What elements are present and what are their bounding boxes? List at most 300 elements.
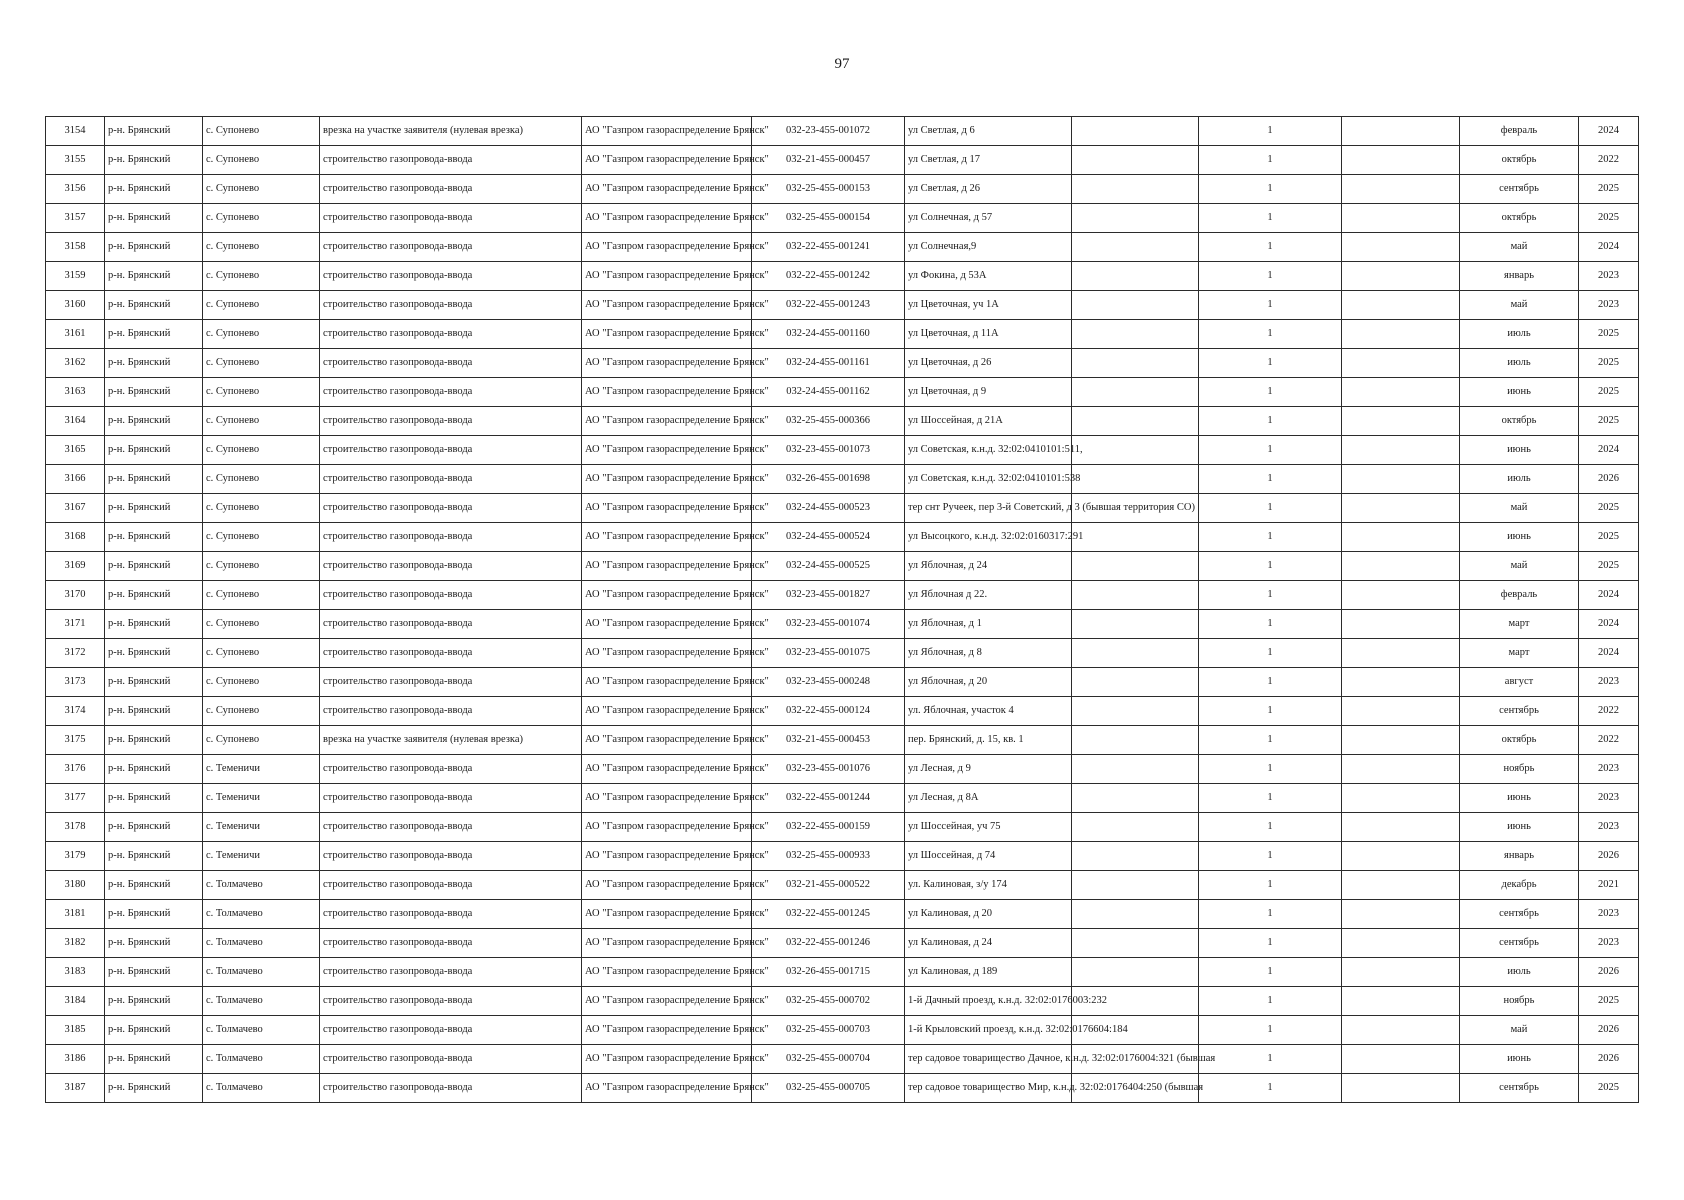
table-row (46, 871, 1639, 900)
object-code-cell: 032-24-455-000524 (752, 523, 905, 552)
empty-cell (1342, 523, 1460, 552)
settlement-cell: с. Супонево (203, 639, 320, 668)
district-cell: р-н. Брянский (105, 581, 203, 610)
month-cell: май (1460, 1016, 1579, 1045)
table-row (46, 987, 1639, 1016)
address-cell: ул Яблочная, д 24 (905, 552, 1072, 581)
district-cell: р-н. Брянский (105, 465, 203, 494)
settlement-cell: с. Теменичи (203, 784, 320, 813)
month-cell: июнь (1460, 1045, 1579, 1074)
row-number-cell: 3161 (46, 320, 105, 349)
gas-connection-register-table (45, 116, 1639, 1103)
month-cell: июль (1460, 320, 1579, 349)
address-cell: ул Цветочная, д 11А (905, 320, 1072, 349)
district-cell: р-н. Брянский (105, 349, 203, 378)
work-type-cell: строительство газопровода-ввода (320, 378, 582, 407)
table-row (46, 204, 1639, 233)
empty-cell (1342, 668, 1460, 697)
empty-cell (1342, 581, 1460, 610)
row-number-cell: 3157 (46, 204, 105, 233)
organization-cell: АО "Газпром газораспределение Брянск" (582, 639, 752, 668)
object-code-cell: 032-25-455-000154 (752, 204, 905, 233)
settlement-cell: с. Супонево (203, 581, 320, 610)
empty-cell (1072, 726, 1199, 755)
quantity-cell: 1 (1199, 958, 1342, 987)
work-type-cell: строительство газопровода-ввода (320, 987, 582, 1016)
empty-cell (1342, 755, 1460, 784)
empty-cell (1342, 233, 1460, 262)
work-type-cell: строительство газопровода-ввода (320, 581, 582, 610)
month-cell: май (1460, 291, 1579, 320)
organization-cell: АО "Газпром газораспределение Брянск" (582, 929, 752, 958)
month-cell: сентябрь (1460, 1074, 1579, 1103)
table-body (46, 117, 1639, 1103)
object-code-cell: 032-24-455-001160 (752, 320, 905, 349)
table-row (46, 697, 1639, 726)
empty-cell (1072, 233, 1199, 262)
address-cell: ул Лесная, д 8А (905, 784, 1072, 813)
empty-cell (1342, 842, 1460, 871)
table-row (46, 465, 1639, 494)
object-code-cell: 032-21-455-000457 (752, 146, 905, 175)
empty-cell (1342, 610, 1460, 639)
work-type-cell: строительство газопровода-ввода (320, 407, 582, 436)
row-number-cell: 3178 (46, 813, 105, 842)
empty-cell (1072, 784, 1199, 813)
empty-cell (1342, 813, 1460, 842)
table-row (46, 262, 1639, 291)
district-cell: р-н. Брянский (105, 436, 203, 465)
year-cell: 2022 (1579, 146, 1639, 175)
district-cell: р-н. Брянский (105, 523, 203, 552)
empty-cell (1072, 175, 1199, 204)
work-type-cell: строительство газопровода-ввода (320, 639, 582, 668)
object-code-cell: 032-24-455-001162 (752, 378, 905, 407)
row-number-cell: 3173 (46, 668, 105, 697)
quantity-cell: 1 (1199, 204, 1342, 233)
row-number-cell: 3155 (46, 146, 105, 175)
object-code-cell: 032-24-455-001161 (752, 349, 905, 378)
month-cell: июль (1460, 349, 1579, 378)
district-cell: р-н. Брянский (105, 842, 203, 871)
empty-cell (1072, 407, 1199, 436)
empty-cell (1072, 697, 1199, 726)
empty-cell (1072, 204, 1199, 233)
empty-cell (1072, 958, 1199, 987)
empty-cell (1072, 523, 1199, 552)
work-type-cell: строительство газопровода-ввода (320, 610, 582, 639)
settlement-cell: с. Супонево (203, 233, 320, 262)
quantity-cell: 1 (1199, 784, 1342, 813)
settlement-cell: с. Супонево (203, 552, 320, 581)
quantity-cell: 1 (1199, 610, 1342, 639)
month-cell: июль (1460, 958, 1579, 987)
district-cell: р-н. Брянский (105, 291, 203, 320)
settlement-cell: с. Супонево (203, 320, 320, 349)
work-type-cell: строительство газопровода-ввода (320, 320, 582, 349)
row-number-cell: 3168 (46, 523, 105, 552)
settlement-cell: с. Толмачево (203, 958, 320, 987)
work-type-cell: строительство газопровода-ввода (320, 175, 582, 204)
work-type-cell: строительство газопровода-ввода (320, 1045, 582, 1074)
settlement-cell: с. Супонево (203, 291, 320, 320)
empty-cell (1072, 349, 1199, 378)
district-cell: р-н. Брянский (105, 378, 203, 407)
year-cell: 2024 (1579, 233, 1639, 262)
organization-cell: АО "Газпром газораспределение Брянск" (582, 349, 752, 378)
settlement-cell: с. Теменичи (203, 842, 320, 871)
month-cell: октябрь (1460, 726, 1579, 755)
empty-cell (1342, 378, 1460, 407)
empty-cell (1342, 726, 1460, 755)
quantity-cell: 1 (1199, 813, 1342, 842)
table-row (46, 552, 1639, 581)
month-cell: март (1460, 610, 1579, 639)
organization-cell: АО "Газпром газораспределение Брянск" (582, 842, 752, 871)
organization-cell: АО "Газпром газораспределение Брянск" (582, 436, 752, 465)
row-number-cell: 3167 (46, 494, 105, 523)
empty-cell (1072, 813, 1199, 842)
row-number-cell: 3172 (46, 639, 105, 668)
work-type-cell: строительство газопровода-ввода (320, 871, 582, 900)
year-cell: 2023 (1579, 755, 1639, 784)
district-cell: р-н. Брянский (105, 1016, 203, 1045)
address-cell: ул Светлая, д 6 (905, 117, 1072, 146)
month-cell: сентябрь (1460, 697, 1579, 726)
table-row (46, 726, 1639, 755)
table-row (46, 378, 1639, 407)
organization-cell: АО "Газпром газораспределение Брянск" (582, 320, 752, 349)
work-type-cell: строительство газопровода-ввода (320, 929, 582, 958)
settlement-cell: с. Супонево (203, 697, 320, 726)
year-cell: 2023 (1579, 262, 1639, 291)
month-cell: сентябрь (1460, 929, 1579, 958)
address-cell: ул Высоцкого, к.н.д. 32:02:0160317:291 (905, 523, 1072, 552)
table-row (46, 1074, 1639, 1103)
quantity-cell: 1 (1199, 175, 1342, 204)
work-type-cell: строительство газопровода-ввода (320, 784, 582, 813)
quantity-cell: 1 (1199, 726, 1342, 755)
work-type-cell: строительство газопровода-ввода (320, 494, 582, 523)
object-code-cell: 032-22-455-001246 (752, 929, 905, 958)
work-type-cell: строительство газопровода-ввода (320, 958, 582, 987)
row-number-cell: 3185 (46, 1016, 105, 1045)
organization-cell: АО "Газпром газораспределение Брянск" (582, 610, 752, 639)
object-code-cell: 032-26-455-001715 (752, 958, 905, 987)
address-cell: ул Советская, к.н.д. 32:02:0410101:511, (905, 436, 1072, 465)
address-cell: ул Яблочная, д 20 (905, 668, 1072, 697)
district-cell: р-н. Брянский (105, 146, 203, 175)
year-cell: 2026 (1579, 1045, 1639, 1074)
month-cell: июнь (1460, 523, 1579, 552)
empty-cell (1072, 117, 1199, 146)
organization-cell: АО "Газпром газораспределение Брянск" (582, 581, 752, 610)
year-cell: 2025 (1579, 552, 1639, 581)
year-cell: 2024 (1579, 581, 1639, 610)
object-code-cell: 032-23-455-000248 (752, 668, 905, 697)
organization-cell: АО "Газпром газораспределение Брянск" (582, 233, 752, 262)
year-cell: 2025 (1579, 1074, 1639, 1103)
district-cell: р-н. Брянский (105, 320, 203, 349)
month-cell: январь (1460, 842, 1579, 871)
table-row (46, 784, 1639, 813)
address-cell: ул Яблочная, д 8 (905, 639, 1072, 668)
address-cell: ул Цветочная, д 26 (905, 349, 1072, 378)
settlement-cell: с. Толмачево (203, 987, 320, 1016)
row-number-cell: 3182 (46, 929, 105, 958)
address-cell: тер снт Ручеек, пер 3-й Советский, д 3 (бывшая территория СО) (905, 494, 1072, 523)
year-cell: 2024 (1579, 610, 1639, 639)
work-type-cell: строительство газопровода-ввода (320, 436, 582, 465)
table-row (46, 407, 1639, 436)
address-cell: ул. Калиновая, з/у 174 (905, 871, 1072, 900)
year-cell: 2022 (1579, 726, 1639, 755)
object-code-cell: 032-25-455-000702 (752, 987, 905, 1016)
organization-cell: АО "Газпром газораспределение Брянск" (582, 523, 752, 552)
organization-cell: АО "Газпром газораспределение Брянск" (582, 871, 752, 900)
year-cell: 2026 (1579, 465, 1639, 494)
empty-cell (1342, 407, 1460, 436)
year-cell: 2026 (1579, 1016, 1639, 1045)
row-number-cell: 3164 (46, 407, 105, 436)
row-number-cell: 3183 (46, 958, 105, 987)
month-cell: ноябрь (1460, 987, 1579, 1016)
quantity-cell: 1 (1199, 146, 1342, 175)
work-type-cell: врезка на участке заявителя (нулевая врезка) (320, 117, 582, 146)
address-cell: тер садовое товарищество Мир, к.н.д. 32:02:0176404:250 (бывшая (905, 1074, 1072, 1103)
organization-cell: АО "Газпром газораспределение Брянск" (582, 204, 752, 233)
year-cell: 2025 (1579, 987, 1639, 1016)
row-number-cell: 3163 (46, 378, 105, 407)
work-type-cell: врезка на участке заявителя (нулевая врезка) (320, 726, 582, 755)
district-cell: р-н. Брянский (105, 900, 203, 929)
object-code-cell: 032-26-455-001698 (752, 465, 905, 494)
empty-cell (1342, 262, 1460, 291)
work-type-cell: строительство газопровода-ввода (320, 233, 582, 262)
organization-cell: АО "Газпром газораспределение Брянск" (582, 262, 752, 291)
address-cell: ул Калиновая, д 189 (905, 958, 1072, 987)
row-number-cell: 3181 (46, 900, 105, 929)
district-cell: р-н. Брянский (105, 175, 203, 204)
work-type-cell: строительство газопровода-ввода (320, 349, 582, 378)
address-cell: ул Шоссейная, уч 75 (905, 813, 1072, 842)
organization-cell: АО "Газпром газораспределение Брянск" (582, 1074, 752, 1103)
quantity-cell: 1 (1199, 262, 1342, 291)
row-number-cell: 3170 (46, 581, 105, 610)
work-type-cell: строительство газопровода-ввода (320, 146, 582, 175)
organization-cell: АО "Газпром газораспределение Брянск" (582, 900, 752, 929)
settlement-cell: с. Супонево (203, 436, 320, 465)
empty-cell (1342, 958, 1460, 987)
settlement-cell: с. Толмачево (203, 929, 320, 958)
row-number-cell: 3169 (46, 552, 105, 581)
settlement-cell: с. Супонево (203, 117, 320, 146)
month-cell: август (1460, 668, 1579, 697)
table-row (46, 610, 1639, 639)
district-cell: р-н. Брянский (105, 871, 203, 900)
empty-cell (1072, 871, 1199, 900)
table-row (46, 523, 1639, 552)
organization-cell: АО "Газпром газораспределение Брянск" (582, 697, 752, 726)
empty-cell (1072, 929, 1199, 958)
empty-cell (1342, 900, 1460, 929)
empty-cell (1342, 320, 1460, 349)
organization-cell: АО "Газпром газораспределение Брянск" (582, 552, 752, 581)
object-code-cell: 032-22-455-001243 (752, 291, 905, 320)
quantity-cell: 1 (1199, 552, 1342, 581)
address-cell: ул Цветочная, д 9 (905, 378, 1072, 407)
quantity-cell: 1 (1199, 639, 1342, 668)
settlement-cell: с. Теменичи (203, 755, 320, 784)
organization-cell: АО "Газпром газораспределение Брянск" (582, 755, 752, 784)
month-cell: ноябрь (1460, 755, 1579, 784)
address-cell: ул Шоссейная, д 21А (905, 407, 1072, 436)
work-type-cell: строительство газопровода-ввода (320, 1016, 582, 1045)
address-cell: ул Светлая, д 17 (905, 146, 1072, 175)
table-row (46, 349, 1639, 378)
address-cell: ул Светлая, д 26 (905, 175, 1072, 204)
work-type-cell: строительство газопровода-ввода (320, 204, 582, 233)
empty-cell (1072, 146, 1199, 175)
empty-cell (1072, 842, 1199, 871)
district-cell: р-н. Брянский (105, 958, 203, 987)
address-cell: ул Калиновая, д 20 (905, 900, 1072, 929)
table-row (46, 175, 1639, 204)
quantity-cell: 1 (1199, 523, 1342, 552)
district-cell: р-н. Брянский (105, 494, 203, 523)
empty-cell (1342, 465, 1460, 494)
empty-cell (1072, 639, 1199, 668)
year-cell: 2023 (1579, 929, 1639, 958)
work-type-cell: строительство газопровода-ввода (320, 1074, 582, 1103)
empty-cell (1342, 871, 1460, 900)
empty-cell (1072, 668, 1199, 697)
object-code-cell: 032-22-455-001242 (752, 262, 905, 291)
month-cell: октябрь (1460, 204, 1579, 233)
quantity-cell: 1 (1199, 291, 1342, 320)
row-number-cell: 3174 (46, 697, 105, 726)
table-row (46, 842, 1639, 871)
district-cell: р-н. Брянский (105, 813, 203, 842)
object-code-cell: 032-23-455-001075 (752, 639, 905, 668)
year-cell: 2025 (1579, 204, 1639, 233)
month-cell: сентябрь (1460, 175, 1579, 204)
year-cell: 2023 (1579, 900, 1639, 929)
settlement-cell: с. Толмачево (203, 1016, 320, 1045)
empty-cell (1342, 175, 1460, 204)
district-cell: р-н. Брянский (105, 233, 203, 262)
empty-cell (1342, 204, 1460, 233)
row-number-cell: 3186 (46, 1045, 105, 1074)
year-cell: 2022 (1579, 697, 1639, 726)
object-code-cell: 032-25-455-000705 (752, 1074, 905, 1103)
empty-cell (1072, 291, 1199, 320)
object-code-cell: 032-23-455-001072 (752, 117, 905, 146)
table-row (46, 320, 1639, 349)
settlement-cell: с. Супонево (203, 378, 320, 407)
row-number-cell: 3162 (46, 349, 105, 378)
year-cell: 2025 (1579, 320, 1639, 349)
address-cell: ул Фокина, д 53А (905, 262, 1072, 291)
table-row (46, 755, 1639, 784)
settlement-cell: с. Супонево (203, 407, 320, 436)
district-cell: р-н. Брянский (105, 726, 203, 755)
table-row (46, 291, 1639, 320)
address-cell: ул Шоссейная, д 74 (905, 842, 1072, 871)
quantity-cell: 1 (1199, 407, 1342, 436)
month-cell: июнь (1460, 813, 1579, 842)
district-cell: р-н. Брянский (105, 117, 203, 146)
organization-cell: АО "Газпром газораспределение Брянск" (582, 146, 752, 175)
quantity-cell: 1 (1199, 929, 1342, 958)
district-cell: р-н. Брянский (105, 668, 203, 697)
organization-cell: АО "Газпром газораспределение Брянск" (582, 958, 752, 987)
object-code-cell: 032-23-455-001076 (752, 755, 905, 784)
district-cell: р-н. Брянский (105, 204, 203, 233)
district-cell: р-н. Брянский (105, 784, 203, 813)
district-cell: р-н. Брянский (105, 929, 203, 958)
district-cell: р-н. Брянский (105, 407, 203, 436)
month-cell: июнь (1460, 378, 1579, 407)
page-number: 97 (834, 56, 850, 72)
organization-cell: АО "Газпром газораспределение Брянск" (582, 175, 752, 204)
year-cell: 2023 (1579, 668, 1639, 697)
object-code-cell: 032-24-455-000525 (752, 552, 905, 581)
object-code-cell: 032-22-455-001245 (752, 900, 905, 929)
year-cell: 2023 (1579, 784, 1639, 813)
district-cell: р-н. Брянский (105, 697, 203, 726)
empty-cell (1342, 1016, 1460, 1045)
district-cell: р-н. Брянский (105, 610, 203, 639)
district-cell: р-н. Брянский (105, 987, 203, 1016)
quantity-cell: 1 (1199, 668, 1342, 697)
year-cell: 2025 (1579, 494, 1639, 523)
quantity-cell: 1 (1199, 233, 1342, 262)
year-cell: 2025 (1579, 523, 1639, 552)
month-cell: июль (1460, 465, 1579, 494)
organization-cell: АО "Газпром газораспределение Брянск" (582, 1045, 752, 1074)
object-code-cell: 032-21-455-000453 (752, 726, 905, 755)
settlement-cell: с. Супонево (203, 175, 320, 204)
district-cell: р-н. Брянский (105, 262, 203, 291)
month-cell: октябрь (1460, 407, 1579, 436)
address-cell: ул Калиновая, д 24 (905, 929, 1072, 958)
address-cell: ул Яблочная, д 1 (905, 610, 1072, 639)
quantity-cell: 1 (1199, 1074, 1342, 1103)
work-type-cell: строительство газопровода-ввода (320, 552, 582, 581)
empty-cell (1072, 610, 1199, 639)
organization-cell: АО "Газпром газораспределение Брянск" (582, 1016, 752, 1045)
settlement-cell: с. Толмачево (203, 1074, 320, 1103)
quantity-cell: 1 (1199, 755, 1342, 784)
quantity-cell: 1 (1199, 581, 1342, 610)
quantity-cell: 1 (1199, 349, 1342, 378)
row-number-cell: 3177 (46, 784, 105, 813)
object-code-cell: 032-22-455-000124 (752, 697, 905, 726)
row-number-cell: 3180 (46, 871, 105, 900)
table-row (46, 668, 1639, 697)
empty-cell (1342, 291, 1460, 320)
empty-cell (1342, 436, 1460, 465)
table-row (46, 233, 1639, 262)
district-cell: р-н. Брянский (105, 1045, 203, 1074)
quantity-cell: 1 (1199, 465, 1342, 494)
address-cell: ул Лесная, д 9 (905, 755, 1072, 784)
address-cell: 1-й Крыловский проезд, к.н.д. 32:02:0176604:184 (905, 1016, 1072, 1045)
address-cell: ул Солнечная, д 57 (905, 204, 1072, 233)
organization-cell: АО "Газпром газораспределение Брянск" (582, 668, 752, 697)
organization-cell: АО "Газпром газораспределение Брянск" (582, 117, 752, 146)
